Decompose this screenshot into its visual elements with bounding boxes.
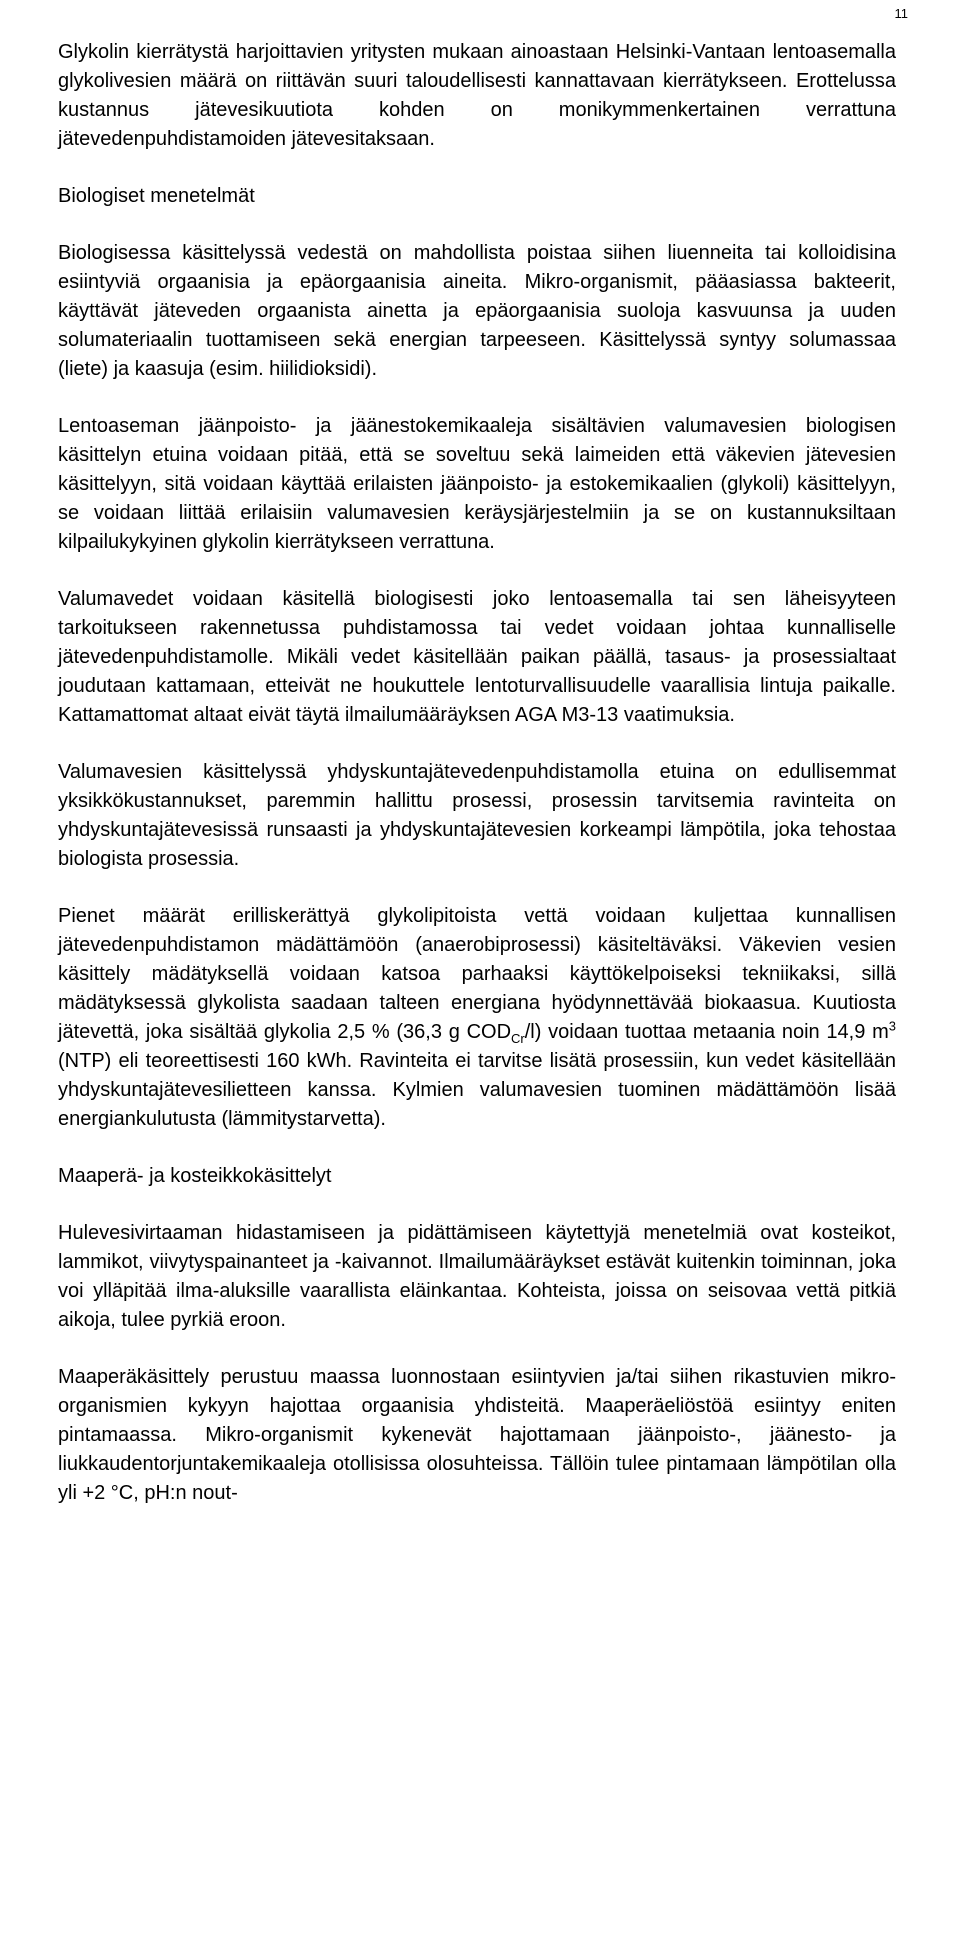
text-run: Pienet määrät erilliskerättyä glykolipitoista vettä voidaan kuljettaa kunnallisen jätevedenpuhdistamon mädättämöön (anaerobiprosessi) käsiteltäväksi. Väkevien vesien käsittely mädätyksellä voidaan katsoa parhaaksi käyttökelpoiseksi tekniikaksi, sillä mädätyksessä glykolista saadaan talteen energiana hyödynnettävää biokaasua. Kuutiosta jätevettä, joka sisältää glykolia 2,5 % (36,3 g COD (58, 905, 896, 1043)
paragraph-municipal-treatment: Valumavesien käsittelyssä yhdyskuntajätevedenpuhdistamolla etuina on edullisemmat yksikkökustannukset, paremmin hallittu prosessi, prosessin tarvitsemia ravinteita on yhdyskuntajätevesissä runsaasti ja yhdyskuntajätevesien korkeampi lämpötila, joka tehostaa biologista prosessia. (58, 761, 896, 870)
page-number: 11 (894, 6, 908, 21)
paragraph-airport-runoff: Lentoaseman jäänpoisto- ja jäänestokemikaaleja sisältävien valumavesien biologisen käsittelyn etuina voidaan pitää, että se soveltuu sekä laimeiden että väkevien jätevesien käsittelyyn, sitä voidaan käyttää erilaisten jäänpoisto- ja estokemikaalien (glykoli) käsittelyyn, se voidaan liittää erilaisiin valumavesien keräysjärjestelmiin ja se on kustannuksiltaan kilpailukykyinen glykolin kierrätykseen verrattuna. (58, 415, 896, 553)
text-run: (NTP) eli teoreettisesti 160 kWh. Ravinteita ei tarvitse lisätä prosessiin, kun vedet käsitellään yhdyskuntajätevesilietteen kanssa. Kylmien valumavesien tuominen mädättämöön lisää energiankulutusta (lämmitystarvetta). (58, 1050, 896, 1130)
text-run: /l) voidaan tuottaa metaania noin 14,9 m (524, 1021, 889, 1043)
heading-biological-methods: Biologiset menetelmät (58, 185, 255, 207)
paragraph-biological-treatment: Biologisessa käsittelyssä vedestä on mahdollista poistaa siihen liuenneita tai kolloidisina esiintyviä orgaanisia ja epäorgaanisia aineita. Mikro-organismit, pääasiassa bakteerit, käyttävät jäteveden orgaanista ainetta ja epäorgaanisia suoloja kasvuunsa ja uuden solumateriaalin tuottamiseen sekä energian tarpeeseen. Käsittelyssä syntyy solumassaa (liete) ja kaasuja (esim. hiilidioksidi). (58, 242, 896, 380)
paragraph-soil-treatment: Maaperäkäsittely perustuu maassa luonnostaan esiintyvien ja/tai siihen rikastuvien mikro-organismien kykyyn hajottaa orgaanisia yhdisteitä. Maaperäeliöstöä esiintyy eniten pintamaassa. Mikro-organismit kykenevät hajottamaan jäänpoisto-, jäänesto- ja liukkaudentorjuntakemikaaleja otollisissa olosuhteissa. Tällöin tulee pintamaan lämpötilan olla yli +2 °C, pH:n nout- (58, 1366, 896, 1504)
superscript-3: 3 (888, 1018, 896, 1034)
subscript-cr: Cr (511, 1031, 525, 1046)
paragraph-onsite-treatment: Valumavedet voidaan käsitellä biologisesti joko lentoasemalla tai sen läheisyyteen tarkoitukseen rakennetussa puhdistamossa tai vedet voidaan johtaa kunnalliselle jätevedenpuhdistamolle. Mikäli vedet käsitellään paikan päällä, tasaus- ja prosessialtaat joudutaan kattamaan, etteivät ne houkuttele lentoturvallisuudelle vaarallisia lintuja paikalle. Kattamattomat altaat eivät täytä ilmailumääräyksen AGA M3-13 vaatimuksia. (58, 588, 896, 726)
paragraph-stormwater: Hulevesivirtaaman hidastamiseen ja pidättämiseen käytettyjä menetelmiä ovat kosteikot, lammikot, viivytyspainanteet ja -kaivannot. Ilmailumääräykset estävät kuitenkin toiminnan, joka voi ylläpitää ilma-aluksille vaarallista eläinkantaa. Kohteista, joissa on seisovaa vettä pitkiä aikoja, tulee pyrkiä eroon. (58, 1222, 896, 1331)
paragraph-glycol-recycling: Glykolin kierrätystä harjoittavien yritysten mukaan ainoastaan Helsinki-Vantaan lentoasemalla glykolivesien määrä on riittävän suuri taloudellisesti kannattavaan kierrätykseen. Erottelussa kustannus jätevesikuutiota kohden on monikymmenkertainen verrattuna jätevedenpuhdistamoiden jätevesitaksaan. (58, 41, 896, 150)
paragraph-anaerobic-digestion (58, 902, 896, 1134)
document-body (58, 38, 896, 1508)
heading-soil-wetland: Maaperä- ja kosteikkokäsittelyt (58, 1165, 332, 1187)
